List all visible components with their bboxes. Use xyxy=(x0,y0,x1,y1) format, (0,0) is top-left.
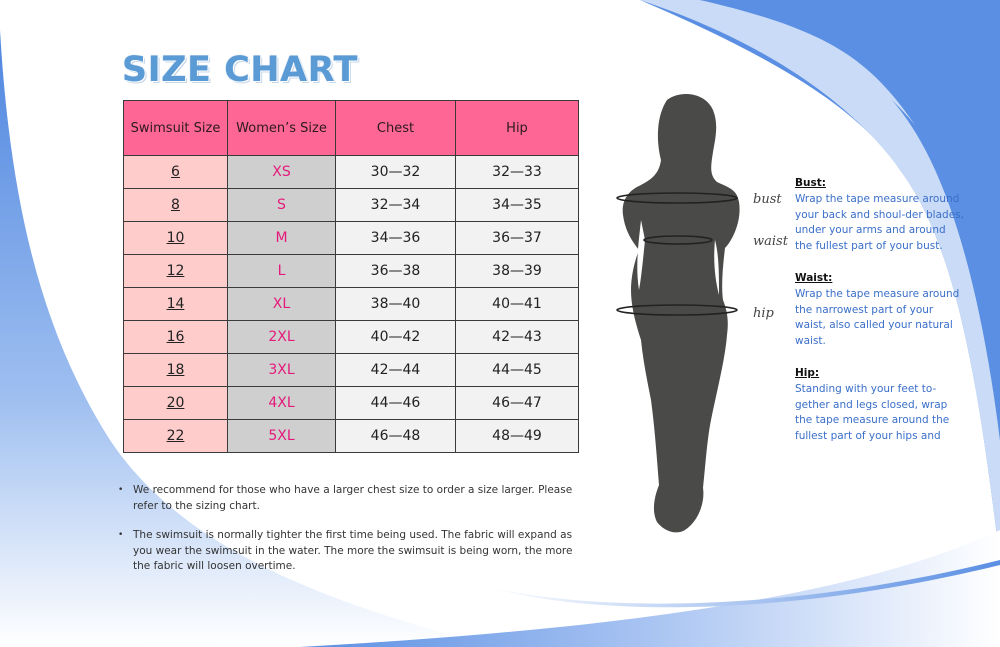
notes-list xyxy=(118,483,588,589)
swimsuit-size-cell[interactable]: 18 xyxy=(124,354,228,387)
header-womens-size: Women’s Size xyxy=(228,101,336,156)
silhouette-figure xyxy=(605,90,805,550)
header-swimsuit-size: Swimsuit Size xyxy=(124,101,228,156)
table-row xyxy=(124,156,579,189)
note-text: We recommend for those who have a larger chest size to order a size larger. Please refer to the sizing chart. xyxy=(133,484,573,512)
table-row xyxy=(124,387,579,420)
chest-cell: 36—38 xyxy=(336,255,456,288)
note-text: The swimsuit is normally tighter the first time being used. The fabric will expand as you wear the swimsuit in the water. The more the swimsuit is being worn, the more the fabric will loosen overtime. xyxy=(133,529,573,572)
chest-cell: 46—48 xyxy=(336,420,456,453)
table-row xyxy=(124,354,579,387)
swimsuit-size-cell[interactable]: 20 xyxy=(124,387,228,420)
size-table xyxy=(123,100,579,453)
hip-cell: 34—35 xyxy=(456,189,579,222)
chest-cell: 34—36 xyxy=(336,222,456,255)
table-row xyxy=(124,189,579,222)
chest-cell: 38—40 xyxy=(336,288,456,321)
chest-cell: 44—46 xyxy=(336,387,456,420)
waist-label: waist xyxy=(753,234,788,249)
womens-size-cell: 5XL xyxy=(228,420,336,453)
table-header-row xyxy=(124,101,579,156)
page-title: SIZE CHART xyxy=(122,50,359,90)
swimsuit-size-cell[interactable]: 22 xyxy=(124,420,228,453)
womens-size-cell: S xyxy=(228,189,336,222)
note-item xyxy=(118,528,588,575)
womens-size-cell: 3XL xyxy=(228,354,336,387)
womens-size-cell: 2XL xyxy=(228,321,336,354)
hip-cell: 48—49 xyxy=(456,420,579,453)
table-row xyxy=(124,420,579,453)
table-row xyxy=(124,321,579,354)
hip-cell: 32—33 xyxy=(456,156,579,189)
header-hip: Hip xyxy=(456,101,579,156)
hip-cell: 40—41 xyxy=(456,288,579,321)
swimsuit-size-cell[interactable]: 12 xyxy=(124,255,228,288)
waist-heading: Waist: xyxy=(795,271,833,284)
chest-cell: 32—34 xyxy=(336,189,456,222)
bust-instructions: Wrap the tape measure around your back and shoul-der blades, under your arms and around the fullest part of your bust. xyxy=(795,192,964,253)
swimsuit-size-cell[interactable]: 10 xyxy=(124,222,228,255)
bullet-icon: • xyxy=(118,530,124,540)
womens-size-cell: M xyxy=(228,222,336,255)
swimsuit-size-cell[interactable]: 8 xyxy=(124,189,228,222)
chest-cell: 40—42 xyxy=(336,321,456,354)
hip-cell: 46—47 xyxy=(456,387,579,420)
bust-heading: Bust: xyxy=(795,177,826,189)
swimsuit-size-cell[interactable]: 6 xyxy=(124,156,228,189)
womens-size-cell: 4XL xyxy=(228,387,336,420)
table-row xyxy=(124,222,579,255)
bust-label: bust xyxy=(753,192,782,207)
hip-heading: Hip: xyxy=(795,366,820,379)
chest-cell: 42—44 xyxy=(336,354,456,387)
table-row xyxy=(124,255,579,288)
bullet-icon: • xyxy=(118,485,124,495)
hip-cell: 36—37 xyxy=(456,222,579,255)
measurement-guide xyxy=(795,176,965,461)
note-item xyxy=(118,483,588,514)
hip-cell: 44—45 xyxy=(456,354,579,387)
chest-cell: 30—32 xyxy=(336,156,456,189)
swimsuit-size-cell[interactable]: 14 xyxy=(124,288,228,321)
womens-size-cell: L xyxy=(228,255,336,288)
hip-label: hip xyxy=(753,306,774,321)
table-row xyxy=(124,288,579,321)
hip-cell: 42—43 xyxy=(456,321,579,354)
hip-instructions: Standing with your feet to-gether and legs closed, wrap the tape measure around the fullest part of your hips and xyxy=(795,382,950,443)
womens-size-cell: XS xyxy=(228,156,336,189)
hip-cell: 38—39 xyxy=(456,255,579,288)
header-chest: Chest xyxy=(336,101,456,156)
swimsuit-size-cell[interactable]: 16 xyxy=(124,321,228,354)
waist-instructions: Wrap the tape measure around the narrowest part of your waist, also called your natural waist. xyxy=(795,287,960,348)
womens-size-cell: XL xyxy=(228,288,336,321)
